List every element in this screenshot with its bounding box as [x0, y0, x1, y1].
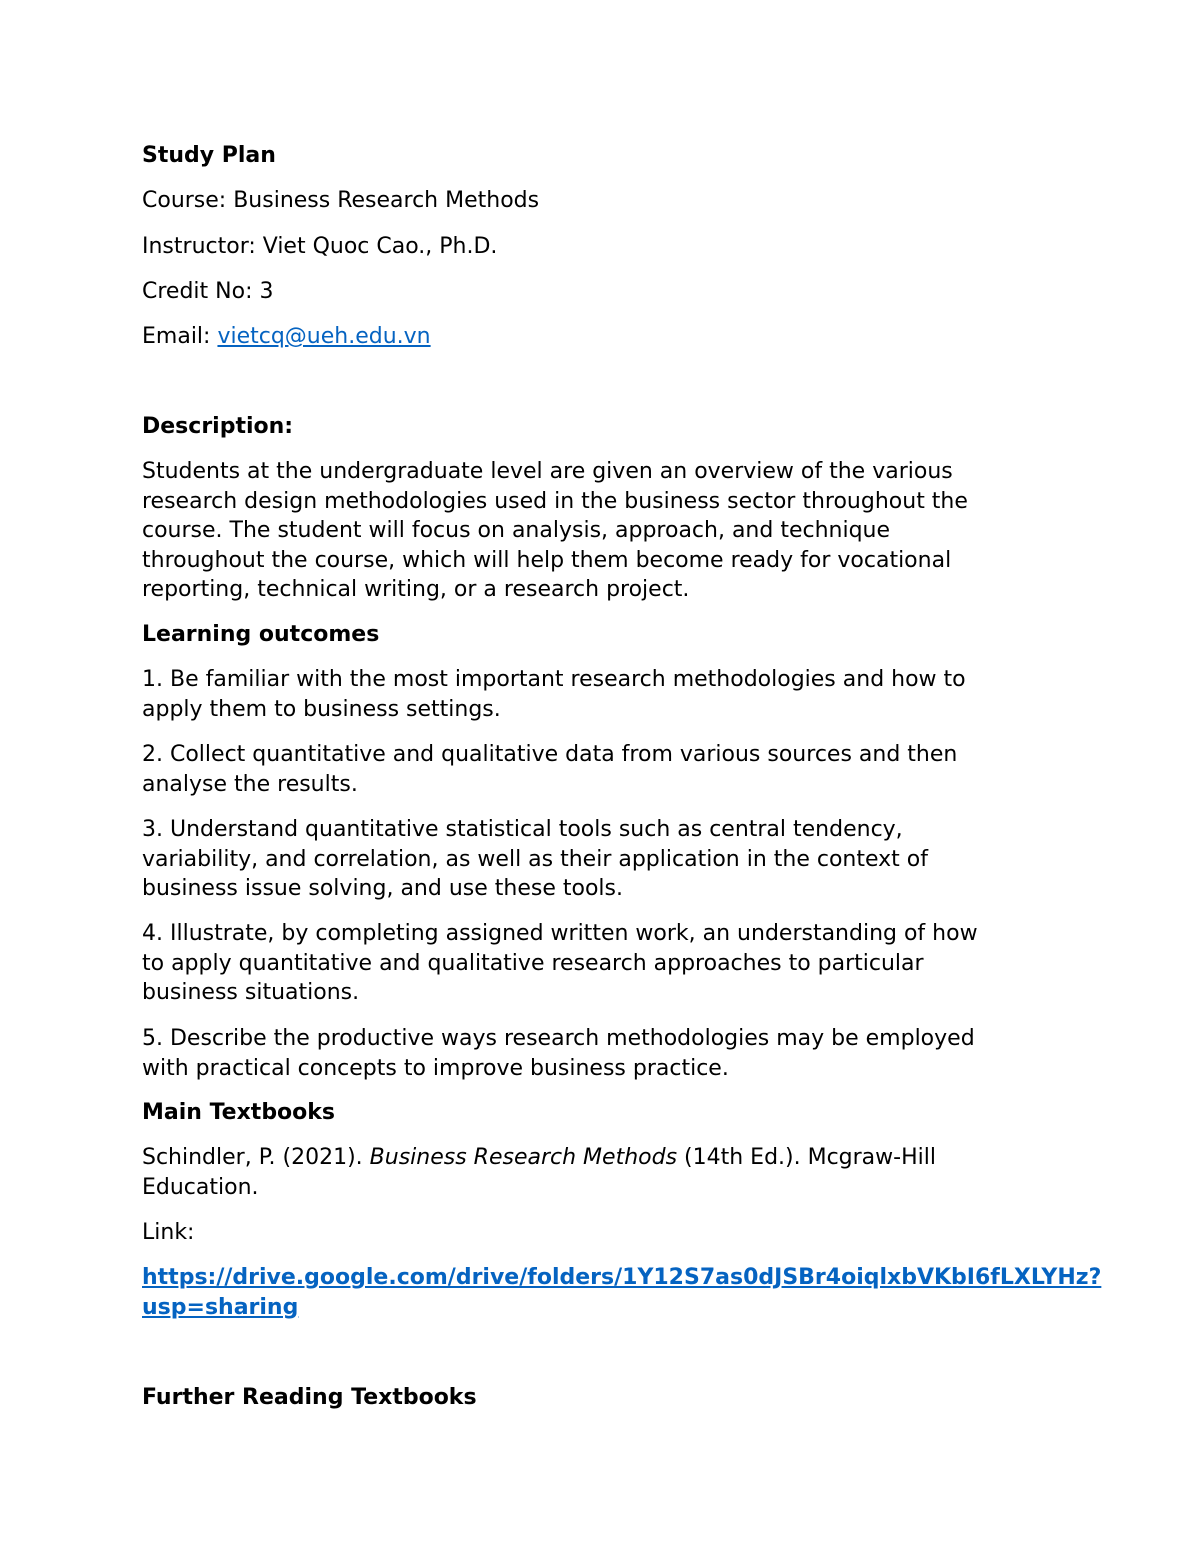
email-link[interactable]: vietcq@ueh.edu.vn: [217, 324, 431, 349]
textbook-citation: [142, 1143, 1042, 1202]
document-title: Study Plan: [142, 143, 276, 168]
outcome-item-3: [142, 815, 1042, 904]
outcome-item-4: [142, 919, 1042, 1008]
credit-line: Credit No: 3: [142, 279, 274, 304]
description-line: reporting, technical writing, or a research project.: [142, 577, 690, 603]
outcome-line: business issue solving, and use these tools.: [142, 876, 623, 902]
citation-line: Education.: [142, 1174, 259, 1200]
citation-title: Business Research Methods: [369, 1145, 678, 1170]
further-reading-heading: Further Reading Textbooks: [142, 1385, 477, 1410]
outcome-line: to apply quantitative and qualitative research approaches to particular: [142, 950, 924, 976]
outcome-line: business situations.: [142, 980, 360, 1006]
learning-outcomes-heading: Learning outcomes: [142, 622, 380, 647]
textbook-link[interactable]: [142, 1263, 1102, 1322]
outcome-line: with practical concepts to improve business practice.: [142, 1055, 729, 1081]
course-line: Course: Business Research Methods: [142, 188, 540, 213]
description-paragraph: [142, 457, 1042, 605]
description-line: course. The student will focus on analysis, approach, and technique: [142, 518, 891, 544]
outcome-line: apply them to business settings.: [142, 696, 501, 722]
citation-suffix: (14th Ed.). Mcgraw-Hill: [677, 1145, 936, 1170]
outcome-line: analyse the results.: [142, 771, 358, 797]
citation-prefix: Schindler, P. (2021).: [142, 1145, 370, 1170]
description-heading: Description:: [142, 414, 294, 439]
main-textbooks-heading: Main Textbooks: [142, 1100, 336, 1125]
outcome-item-2: [142, 740, 1042, 799]
instructor-line: Instructor: Viet Quoc Cao., Ph.D.: [142, 234, 498, 259]
outcome-line: 2. Collect quantitative and qualitative data from various sources and then: [142, 742, 958, 767]
outcome-line: 3. Understand quantitative statistical tools such as central tendency,: [142, 817, 903, 842]
citation-line: [142, 1143, 1042, 1173]
drive-link-line[interactable]: https://drive.google.com/drive/folders/1Y12S7as0dJSBr4oiqlxbVKbI6fLXLYHz?: [142, 1265, 1102, 1290]
outcome-line: variability, and correlation, as well as their application in the context of: [142, 846, 928, 872]
description-line: Students at the undergraduate level are given an overview of the various: [142, 459, 953, 484]
outcome-item-1: [142, 665, 1042, 724]
description-line: throughout the course, which will help them become ready for vocational: [142, 547, 952, 573]
outcome-item-5: [142, 1024, 1042, 1083]
outcome-line: 1. Be familiar with the most important research methodologies and how to: [142, 667, 966, 692]
description-line: research design methodologies used in the business sector throughout the: [142, 488, 968, 514]
email-label: Email:: [142, 324, 218, 349]
outcome-line: 5. Describe the productive ways research methodologies may be employed: [142, 1026, 975, 1051]
email-line: [142, 322, 431, 352]
drive-link-line[interactable]: usp=sharing: [142, 1294, 299, 1320]
outcome-line: 4. Illustrate, by completing assigned written work, an understanding of how: [142, 921, 978, 946]
link-label: Link:: [142, 1220, 195, 1245]
